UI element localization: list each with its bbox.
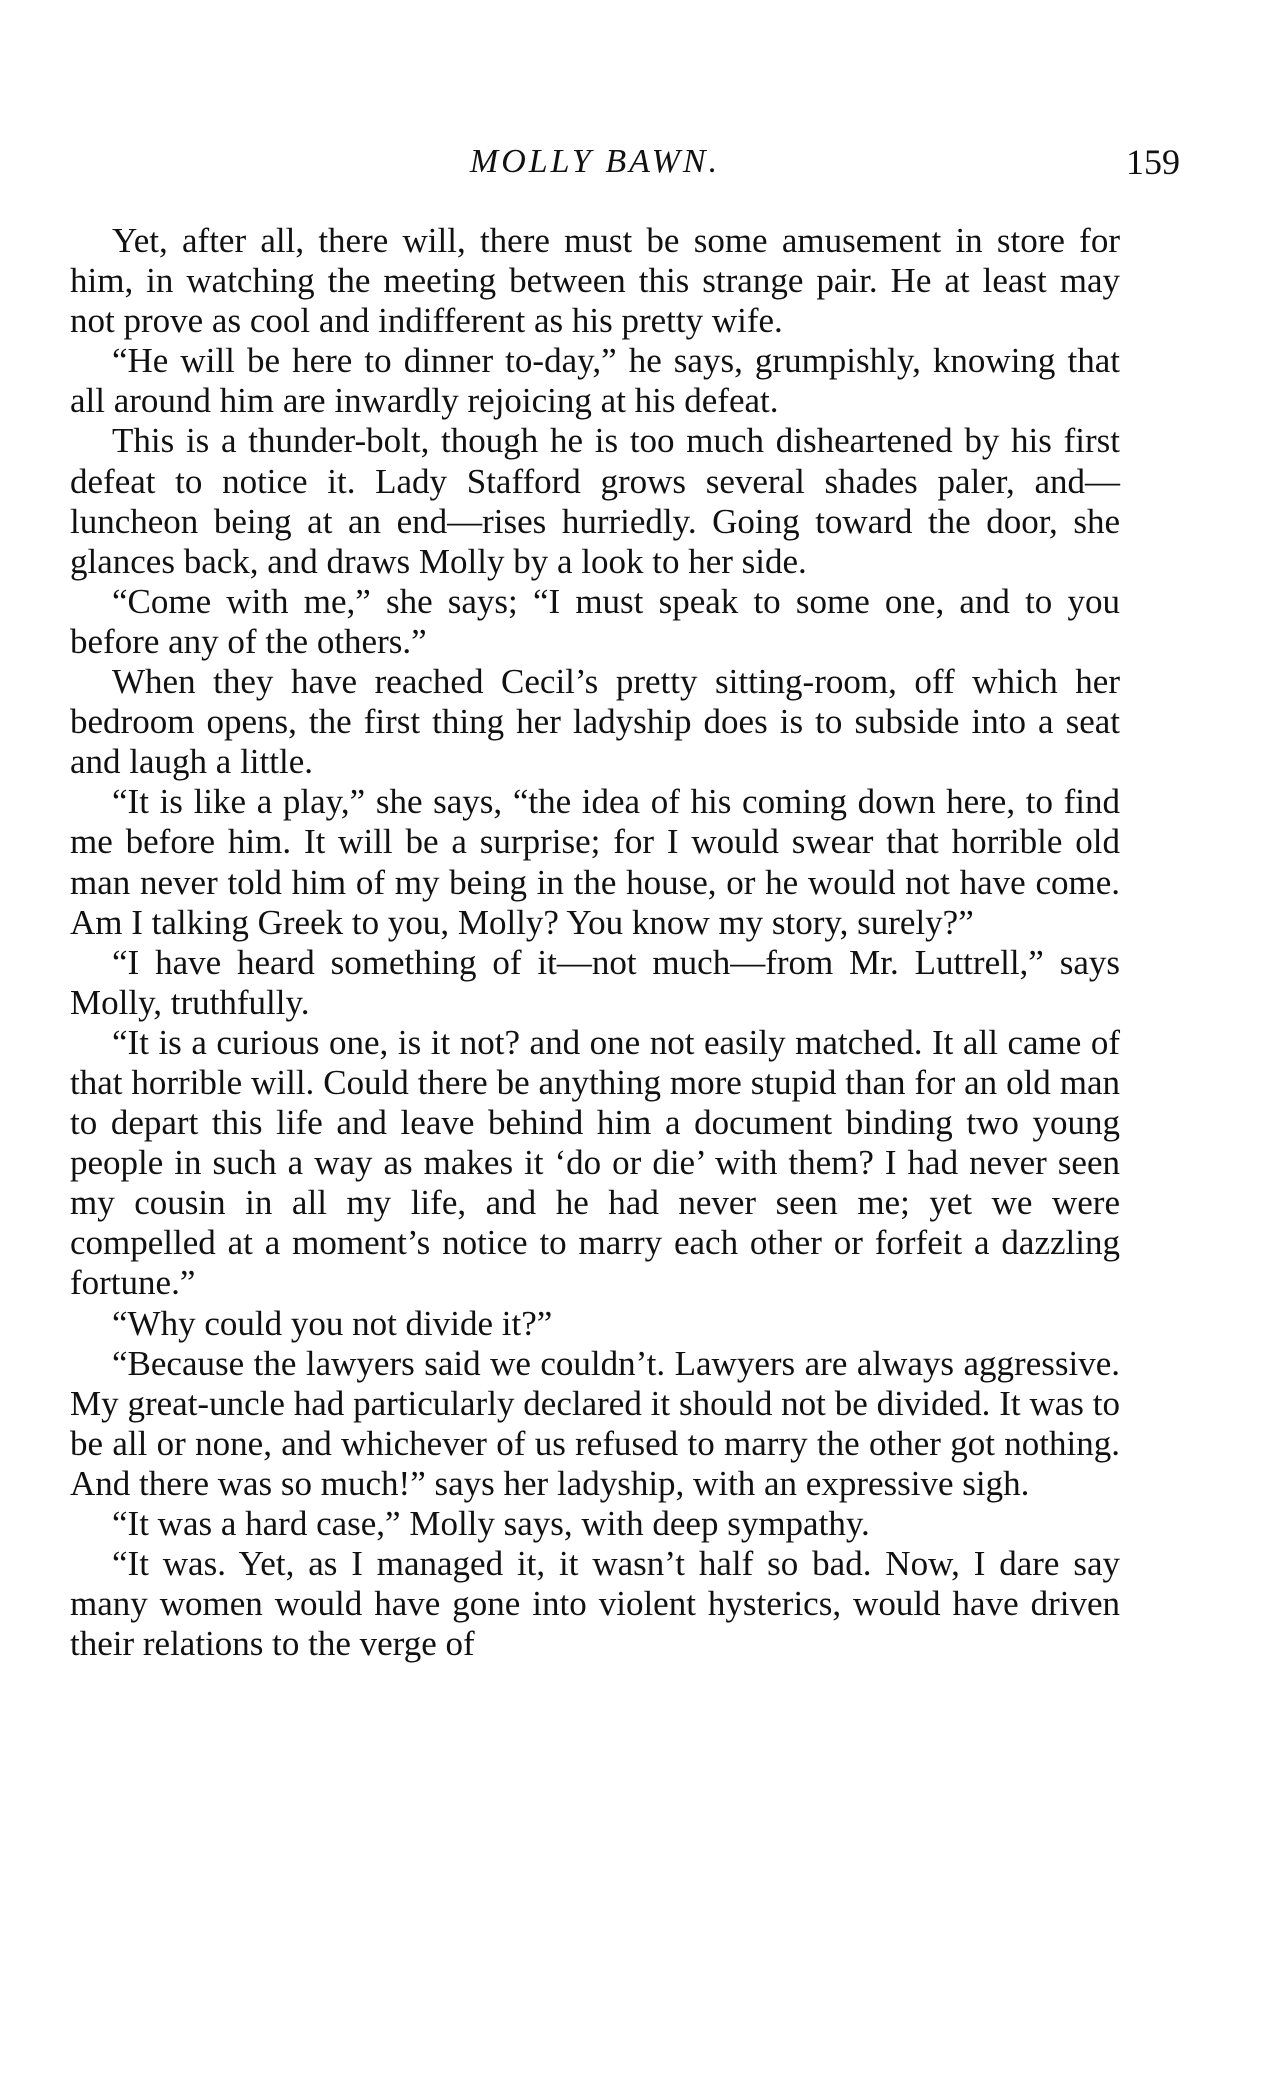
paragraph: This is a thunder-bolt, though he is too much disheartened by his first defeat to notice it. Lady Stafford grows several shades paler, and—luncheon being at an end—rises hurriedly. Going toward the door, she glances back, and draws Molly by a look to her side. (70, 421, 1120, 581)
paragraph: “It was a hard case,” Molly says, with deep sympathy. (112, 1504, 870, 1543)
paragraph: “It is a curious one, is it not? and one not easily matched. It all came of that horrible will. Could there be anything more stupid than for an old man to depart this life and leave behind him a document binding two young people in such a way as makes it ‘do or die’ with them? I had never seen my cousin in all my life, and he had never seen me; yet we were compelled at a moment’s notice to marry each other or forfeit a dazzling fortune.” (70, 1022, 1120, 1303)
paragraph: “Come with me,” she says; “I must speak to some one, and to you before any of the others.” (70, 581, 1120, 661)
paragraph: “Why could you not divide it?” (112, 1303, 553, 1343)
paragraph: “It is like a play,” she says, “the idea of his coming down here, to find me before him. It will be a surprise; for I would swear that horrible old man never told him of my being in the house, or he would not have come. Am I talking Greek to you, Molly? You know my story, surely?” (70, 782, 1120, 942)
paragraph: “Because the lawyers said we couldn’t. Lawyers are always aggressive. My great-uncle had particularly declared it should not be divided. It was to be all or none, and whichever of us refused to marry the other got nothing. And there was so much!” says her ladyship, with an expressive sigh. (70, 1343, 1120, 1503)
running-title: MOLLY BAWN. (469, 143, 721, 180)
paragraph: “He will be here to dinner to-day,” he says, grumpishly, knowing that all around him are inwardly rejoicing at his defeat. (70, 341, 1120, 421)
body-text (70, 221, 1120, 1664)
page-number: 159 (1126, 142, 1180, 182)
paragraph: When they have reached Cecil’s pretty sitting-room, off which her bedroom opens, the first thing her ladyship does is to subside into a seat and laugh a little. (70, 662, 1120, 782)
paragraph: Yet, after all, there will, there must be some amusement in store for him, in watching the meeting between this strange pair. He at least may not prove as cool and indifferent as his pretty wife. (70, 221, 1120, 341)
paragraph: “I have heard something of it—not much—from Mr. Luttrell,” says Molly, truthfully. (70, 942, 1120, 1022)
paragraph: “It was. Yet, as I managed it, it wasn’t half so bad. Now, I dare say many women would have gone into violent hysterics, would have driven their relations to the verge of (70, 1544, 1120, 1664)
running-head (70, 138, 1180, 186)
